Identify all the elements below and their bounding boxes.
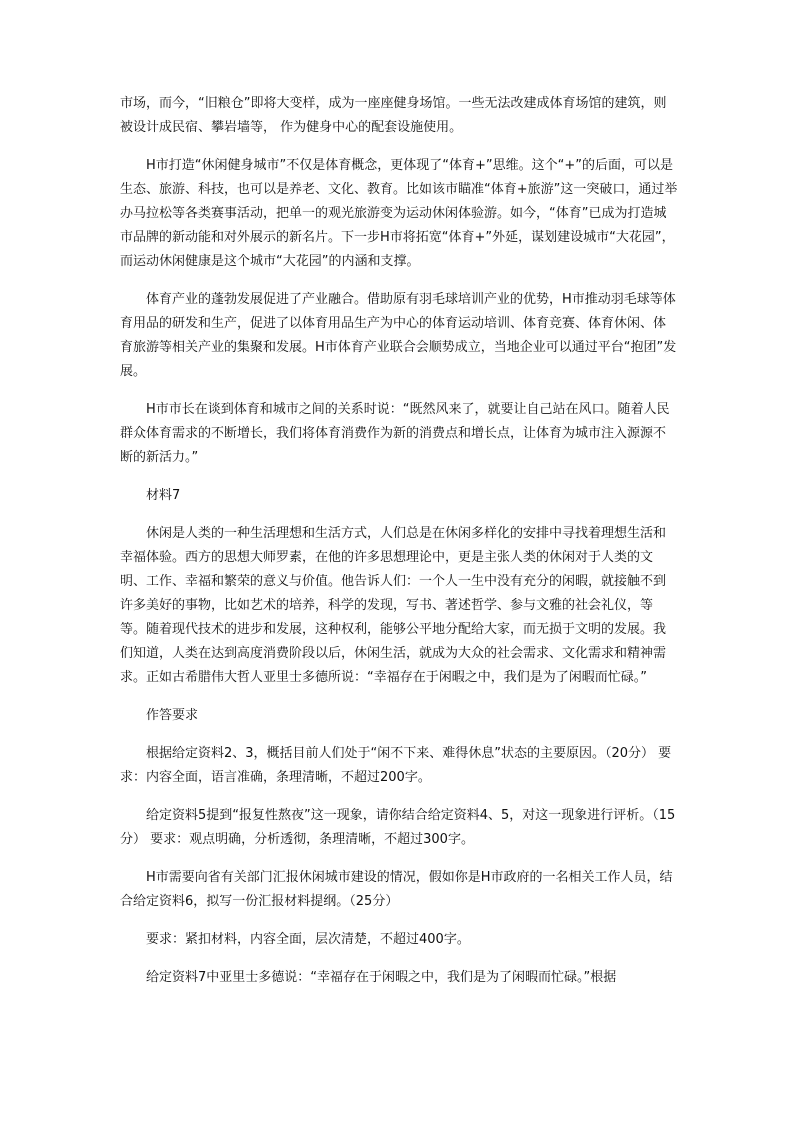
section-heading-requirements: 作答要求: [146, 708, 199, 723]
paragraph-industry-integration: 体育产业的蓬勃发展促进了产业融合。借助原有羽毛球培训产业的优势，H市推动羽毛球等体育用品的研发和生产，促进了以体育用品生产为中心的体育运动培训、体育竞赛、体育休闲、体育旅游等相关产业的集聚和发展。H市体育产业联合会顺势成立，当地企业可以通过平台“抱团”发展。: [120, 292, 677, 379]
question-3: H市需要向省有关部门汇报休闲城市建设的情况，假如你是H市政府的一名相关工作人员，结合给定资料6，拟写一份汇报材料提纲。（25分）: [120, 870, 673, 909]
paragraph-leisure: 休闲是人类的一种生活理想和生活方式，人们总是在休闲多样化的安排中寻找着理想生活和幸福体验。西方的思想大师罗素，在他的许多思想理论中，更是主张人类的休闲对于人类的文明、工作、幸福和繁荣的意义与价值。他告诉人们：一个人一生中没有充分的闲暇，就接触不到许多美好的事物，比如艺术的培养，科学的发现，写书、著述哲学、参与文雅的社会礼仪，等等。随着现代技术的进步和发展，这种权利，能够公平地分配给大家，而无损于文明的发展。我们知道，人类在达到高度消费阶段以后，休闲生活，就成为大众的社会需求、文化需求和精神需求。正如古希腊伟大哲人亚里士多德所说：“幸福存在于闲暇之中，我们是为了闲暇而忙碌。”: [120, 526, 667, 685]
section-heading-material-7: 材料7: [146, 488, 181, 503]
question-2: 给定资料5提到“报复性熬夜”这一现象，请你结合给定资料4、5，对这一现象进行评析。（15分） 要求：观点明确，分析透彻，条理清晰，不超过300字。: [120, 808, 676, 847]
paragraph-mayor-quote: H市市长在谈到体育和城市之间的关系时说：“既然风来了，就要让自己站在风口。随着人民群众体育需求的不断增长，我们将体育消费作为新的消费点和增长点，让体育为城市注入源源不断的新活力。”: [120, 402, 670, 465]
paragraph-continued: 市场，而今，“旧粮仓”即将大变样，成为一座座健身场馆。一些无法改建成体育场馆的建筑，则被设计成民宿、攀岩墙等， 作为健身中心的配套设施使用。: [120, 96, 667, 135]
document-page: [120, 92, 678, 990]
paragraph-sports-plus: H市打造“休闲健身城市”不仅是体育概念，更体现了“体育+”思维。这个“+”的后面，可以是生态、旅游、科技，也可以是养老、文化、教育。比如该市瞄准“体育+旅游”这一突破口，通过举办马拉松等各类赛事活动，把单一的观光旅游变为运动休闲体验游。如今，“体育”已成为打造城市品牌的新动能和对外展示的新名片。下一步H市将拓宽“体育+”外延，谋划建设城市“大花园”，而运动休闲健康是这个城市“大花园”的内涵和支撑。: [120, 158, 678, 269]
question-1: 根据给定资料2、3，概括目前人们处于“闲不下来、难得休息”状态的主要原因。（20分） 要求：内容全面，语言准确，条理清晰，不超过200字。: [120, 746, 672, 785]
question-3-requirement: 要求：紧扣材料，内容全面，层次清楚，不超过400字。: [146, 932, 470, 947]
question-4: 给定资料7中亚里士多德说：“幸福存在于闲暇之中，我们是为了闲暇而忙碌。”根据: [146, 970, 617, 985]
